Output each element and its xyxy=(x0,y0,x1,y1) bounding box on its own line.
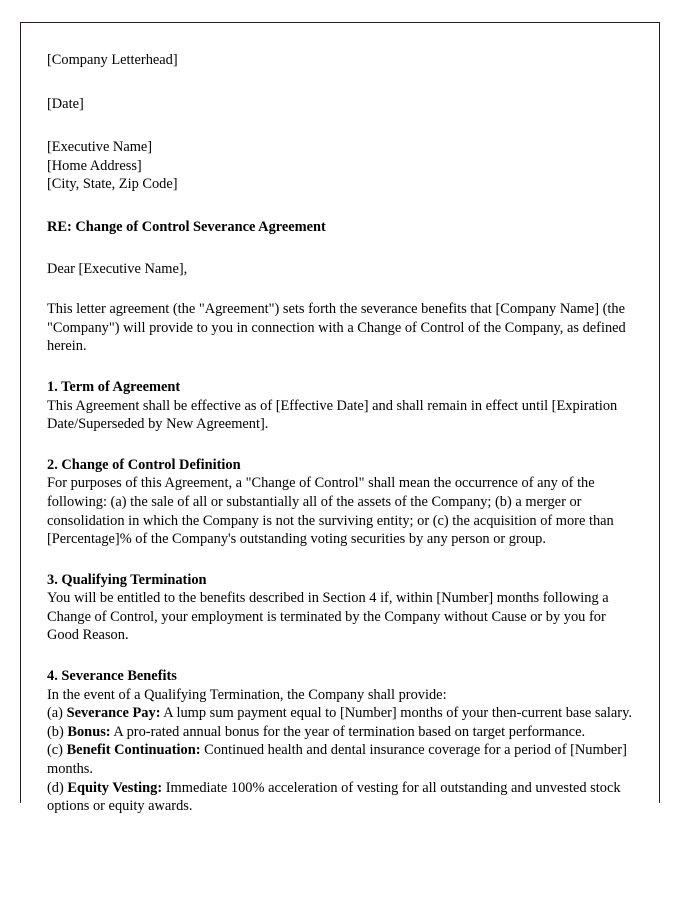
benefit-item-marker: (b) xyxy=(47,723,68,740)
benefit-item-label: Equity Vesting: xyxy=(67,779,163,796)
company-letterhead-placeholder: [Company Letterhead] xyxy=(47,52,178,68)
section-heading: 1. Term of Agreement xyxy=(47,378,181,395)
section-body-text: You will be entitled to the benefits described in Section 4 if, within [Number] months following a Change of Control, your employment is terminated by the Company without Cause or by you for Good Reason. xyxy=(47,590,609,644)
section-heading: 3. Qualifying Termination xyxy=(47,571,207,588)
date-placeholder: [Date] xyxy=(47,95,84,112)
benefit-item-text: Continued health and dental insurance coverage for a period of [Number] months. xyxy=(47,742,627,778)
recipient-city-state-zip: [City, State, Zip Code] xyxy=(47,176,178,193)
section-term-of-agreement xyxy=(47,378,637,434)
benefit-item-equity-vesting xyxy=(47,779,637,816)
section-qualifying-termination xyxy=(47,571,637,645)
section-heading: 4. Severance Benefits xyxy=(47,668,177,685)
recipient-street-address: [Home Address] xyxy=(47,157,142,174)
re-subject-line: RE: Change of Control Severance Agreement xyxy=(47,218,326,235)
intro-paragraph: This letter agreement (the "Agreement") sets forth the severance benefits that [Company Name] (the "Company") will provide to you in connection with a Change of Control of the Company, as defined herein. xyxy=(47,301,626,355)
benefit-item-marker: (c) xyxy=(47,742,67,759)
section-change-of-control-definition xyxy=(47,456,637,549)
section-body-text: This Agreement shall be effective as of [Effective Date] and shall remain in effect until [Expiration Date/Superseded by New Agreement]. xyxy=(47,397,618,433)
section-severance-benefits xyxy=(47,667,637,816)
benefit-item-label: Benefit Continuation: xyxy=(66,742,201,759)
document-body xyxy=(47,51,637,816)
section-heading: 2. Change of Control Definition xyxy=(47,456,241,473)
benefit-item-text: A pro-rated annual bonus for the year of termination based on target performance. xyxy=(110,723,586,740)
section-body-text: In the event of a Qualifying Termination, the Company shall provide: xyxy=(47,686,447,703)
benefit-item-text: Immediate 100% acceleration of vesting for all outstanding and unvested stock options or equity awards. xyxy=(47,779,621,815)
benefit-item-label: Bonus: xyxy=(67,723,111,740)
recipient-name: [Executive Name] xyxy=(47,139,153,156)
benefit-item-bonus xyxy=(47,723,637,742)
benefit-item-text: A lump sum payment equal to [Number] months of your then-current base salary. xyxy=(160,705,632,722)
recipient-address-block xyxy=(47,138,637,194)
benefit-item-severance-pay xyxy=(47,704,637,723)
benefit-item-marker: (d) xyxy=(47,779,68,796)
document-page-frame xyxy=(20,22,660,815)
section-body-text: For purposes of this Agreement, a "Change of Control" shall mean the occurrence of any of the following: (a) the sale of all or substantially all of the assets of the Company; (b) a merger or consolidation in which the Company is not the surviving entity; or (c) the acquisition of more than [Percentage]% of the Company's outstanding voting securities by any person or group. xyxy=(47,475,614,548)
salutation: Dear [Executive Name], xyxy=(47,260,188,277)
benefit-item-label: Severance Pay: xyxy=(66,705,161,722)
benefit-item-marker: (a) xyxy=(47,705,67,722)
benefit-item-benefit-continuation xyxy=(47,741,637,778)
